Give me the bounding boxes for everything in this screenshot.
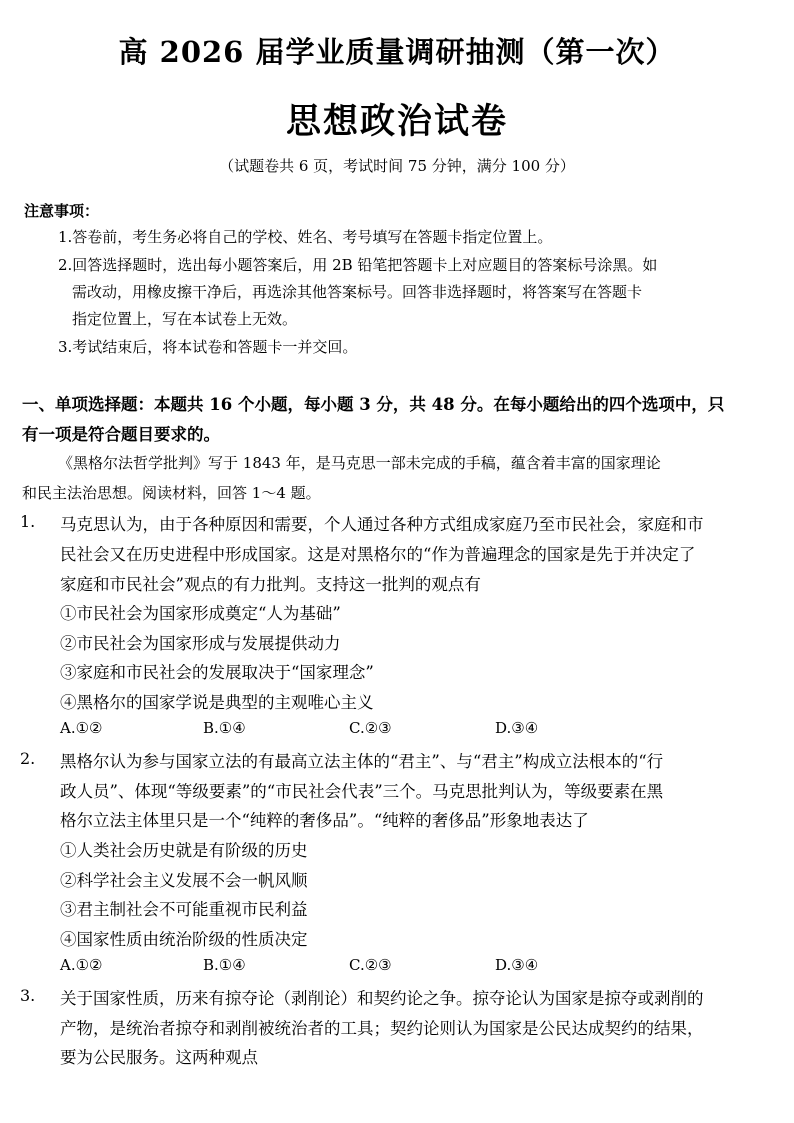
question-2-option-a: A.①②: [60, 956, 103, 974]
question-2-option-d: D.③④: [495, 956, 539, 974]
question-2-stem-line-2: 政人员”、体现“等级要素”的“市民社会代表”三个。马克思批判认为，等级要素在黑: [60, 782, 664, 801]
question-1-option-a: A.①②: [60, 719, 103, 737]
question-1-option-d: D.③④: [495, 719, 539, 737]
material-intro-line-1: 《黑格尔法哲学批判》写于 1843 年，是马克思一部未完成的手稿，蕴含着丰富的国家理论: [58, 454, 661, 472]
subject-title: 思想政治试卷: [285, 101, 508, 142]
question-2-statement-3: ③君主制社会不可能重视市民利益: [60, 900, 308, 919]
question-3-number: 3.: [20, 986, 36, 1005]
question-3-stem-line-2: 产物，是统治者掠夺和剥削被统治者的工具；契约论则认为国家是公民达成契约的结果，: [60, 1019, 704, 1038]
question-2-option-b: B.①④: [203, 956, 246, 974]
question-3-stem-line-1: 关于国家性质，历来有掠夺论（剥削论）和契约论之争。掠夺论认为国家是掠夺或剥削的: [60, 989, 704, 1008]
question-2-stem-line-1: 黑格尔认为参与国家立法的有最高立法主体的“君主”、与“君主”构成立法根本的“行: [60, 752, 664, 771]
question-2-option-c: C.②③: [349, 956, 392, 974]
notes-item-1: 1.答卷前，考生务必将自己的学校、姓名、考号填写在答题卡指定位置上。: [58, 228, 553, 246]
question-1-option-b: B.①④: [203, 719, 246, 737]
question-2-statement-4: ④国家性质由统治阶级的性质决定: [60, 930, 308, 949]
notes-item-2-line-1: 2.回答选择题时，选出每小题答案后，用 2B 铅笔把答题卡上对应题目的答案标号涂黑。如: [58, 256, 658, 274]
question-1-statement-2: ②市民社会为国家形成与发展提供动力: [60, 634, 341, 653]
section-heading-line-2: 有一项是符合题目要求的。: [22, 425, 220, 444]
question-1-stem-line-1: 马克思认为，由于各种原因和需要，个人通过各种方式组成家庭乃至市民社会，家庭和市: [60, 515, 704, 534]
question-1-option-c: C.②③: [349, 719, 392, 737]
exam-info: （试题卷共 6 页，考试时间 75 分钟，满分 100 分）: [219, 157, 575, 175]
notes-heading: 注意事项：: [24, 202, 100, 220]
question-1-stem-line-2: 民社会又在历史进程中形成国家。这是对黑格尔的“作为普遍理念的国家是先于并决定了: [60, 545, 696, 564]
question-3-stem-line-3: 要为公民服务。这两种观点: [60, 1048, 258, 1067]
notes-item-2-line-3: 指定位置上，写在本试卷上无效。: [72, 310, 298, 328]
material-intro-line-2: 和民主法治思想。阅读材料，回答 1～4 题。: [22, 484, 321, 502]
question-2-statement-1: ①人类社会历史就是有阶级的历史: [60, 841, 308, 860]
exam-title: 高 2026 届学业质量调研抽测（第一次）: [118, 35, 676, 69]
notes-item-2-line-2: 需改动，用橡皮擦干净后，再选涂其他答案标号。回答非选择题时，将答案写在答题卡: [72, 283, 643, 301]
notes-item-3: 3.考试结束后，将本试卷和答题卡一并交回。: [58, 338, 358, 356]
question-2-statement-2: ②科学社会主义发展不会一帆风顺: [60, 871, 308, 890]
question-1-statement-1: ①市民社会为国家形成奠定“人为基础”: [60, 604, 341, 623]
question-1-stem-line-3: 家庭和市民社会”观点的有力批判。支持这一批判的观点有: [60, 575, 481, 594]
question-2-stem-line-3: 格尔立法主体里只是一个“纯粹的奢侈品”。“纯粹的奢侈品”形象地表达了: [60, 811, 589, 830]
question-2-number: 2.: [20, 749, 36, 768]
question-1-statement-3: ③家庭和市民社会的发展取决于“国家理念”: [60, 663, 374, 682]
section-heading-line-1: 一、单项选择题：本题共 16 个小题，每小题 3 分，共 48 分。在每小题给出的四个选项中，只: [22, 395, 725, 414]
question-1-number: 1.: [20, 512, 36, 531]
question-1-statement-4: ④黑格尔的国家学说是典型的主观唯心主义: [60, 693, 374, 712]
